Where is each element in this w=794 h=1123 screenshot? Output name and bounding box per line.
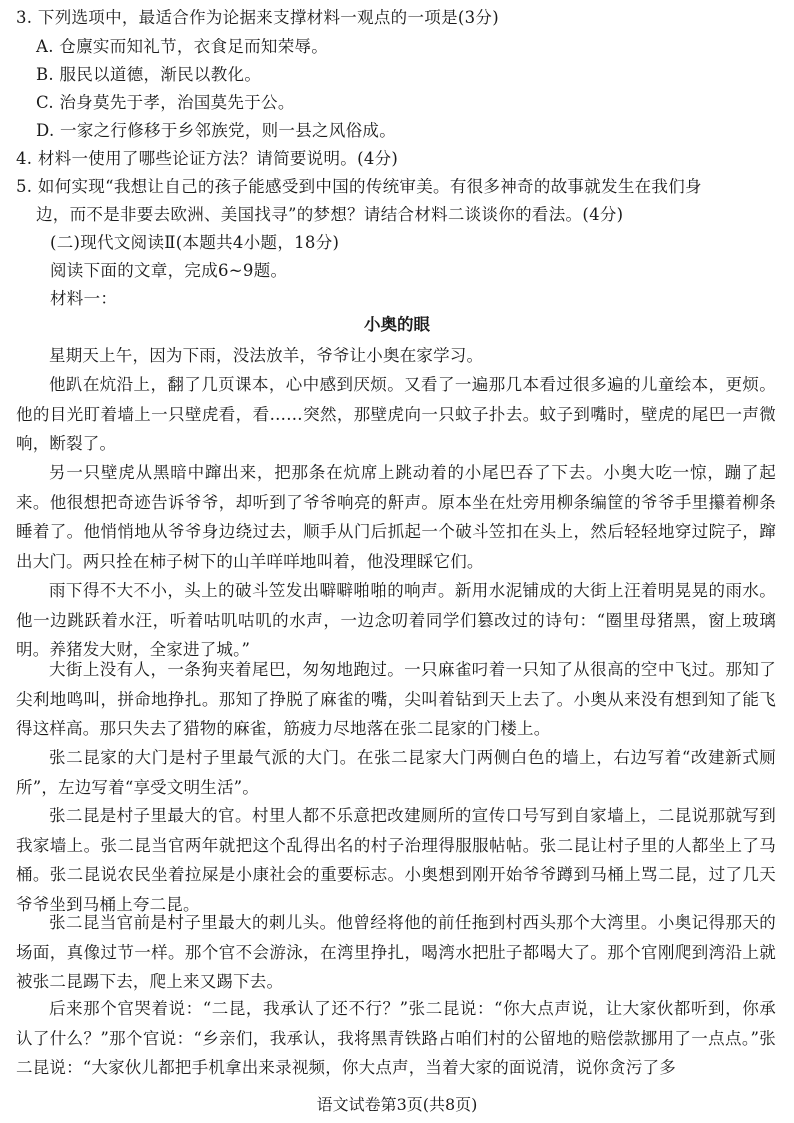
article-paragraph: 张二昆是村子里最大的官。村里人都不乐意把改建厕所的宣传口号写到自家墙上，二昆说那就写到我家墙上。张二昆当官两年就把这个乱得出名的村子治理得服服帖帖。张二昆让村子里的人都坐上了马桶。张二昆说农民坐着拉屎是小康社会的重要标志。小奥想到刚开始爷爷蹲到马桶上骂二昆，过了几天爷爷坐到马桶上夸二昆。	[16, 806, 776, 914]
article-paragraph: 张二昆当官前是村子里最大的刺儿头。他曾经将他的前任拖到村西头那个大湾里。小奥记得那天的场面，真像过节一样。那个官不会游泳，在湾里挣扎，喝湾水把肚子都喝大了。那个官刚爬到湾沿上就被张二昆踢下去，爬上来又踢下去。	[16, 913, 776, 991]
page-footer: 语文试卷第3页(共8页)	[316, 1095, 478, 1114]
question-3-option-b: B. 服民以道德，渐民以教化。	[36, 65, 262, 84]
question-3-stem: 3. 下列选项中，最适合作为论据来支撑材料一观点的一项是(3分)	[16, 8, 499, 27]
section-instruction: 阅读下面的文章，完成6~9题。	[50, 261, 288, 280]
article-paragraph: 雨下得不大不小，头上的破斗笠发出噼噼啪啪的响声。新用水泥铺成的大街上汪着明晃晃的雨水。他一边跳跃着水汪，听着咕叽咕叽的水声，一边念叨着同学们篡改过的诗句：“圈里母猪黑，窗上玻璃明。养猪发大财，全家进了城。”	[16, 581, 776, 659]
section-heading: (二)现代文阅读Ⅱ(本题共4小题，18分)	[50, 233, 340, 252]
material-label: 材料一：	[50, 289, 118, 308]
question-4: 4. 材料一使用了哪些论证方法？请简要说明。(4分)	[16, 149, 399, 168]
question-5-line-1: 5. 如何实现“我想让自己的孩子能感受到中国的传统审美。有很多神奇的故事就发生在我们身	[16, 177, 702, 196]
question-3-option-d: D. 一家之行修移于乡邻族党，则一县之风俗成。	[36, 121, 397, 140]
question-3-option-c: C. 治身莫先于孝，治国莫先于公。	[36, 93, 295, 112]
question-3-option-a: A. 仓廪实而知礼节，衣食足而知荣辱。	[36, 37, 329, 56]
article-paragraph: 张二昆家的大门是村子里最气派的大门。在张二昆家大门两侧白色的墙上，右边写着“改建新式厕所”，左边写着“享受文明生活”。	[16, 748, 776, 797]
article-paragraph: 后来那个官哭着说：“二昆，我承认了还不行？”张二昆说：“你大点声说，让大家伙都听到，你承认了什么？”那个官说：“乡亲们，我承认，我将黑青铁路占咱们村的公留地的赔偿款挪用了一点点。”张二昆说：“大家伙儿都把手机拿出来录视频，你大点声，当着大家的面说清，说你贪污了多	[16, 999, 776, 1077]
article-paragraph: 他趴在炕沿上，翻了几页课本，心中感到厌烦。又看了一遍那几本看过很多遍的儿童绘本，更烦。他的目光盯着墙上一只壁虎看，看……突然，那壁虎向一只蚊子扑去。蚊子到嘴时，壁虎的尾巴一声微响，断裂了。	[16, 375, 776, 453]
article-paragraph: 星期天上午，因为下雨，没法放羊，爷爷让小奥在家学习。	[49, 346, 484, 365]
article-paragraph: 大街上没有人，一条狗夹着尾巴，匆匆地跑过。一只麻雀叼着一只知了从很高的空中飞过。那知了尖利地鸣叫，拼命地挣扎。那知了挣脱了麻雀的嘴，尖叫着钻到天上去了。小奥从来没有想到知了能飞得这样高。那只失去了猎物的麻雀，筋疲力尽地落在张二昆家的门楼上。	[16, 660, 776, 738]
article-paragraph: 另一只壁虎从黑暗中蹿出来，把那条在炕席上跳动着的小尾巴吞了下去。小奥大吃一惊，蹦了起来。他很想把奇迹告诉爷爷，却听到了爷爷响亮的鼾声。原本坐在灶旁用柳条编筐的爷爷手里攥着柳条睡着了。他悄悄地从爷爷身边绕过去，顺手从门后抓起一个破斗笠扣在头上，然后轻轻地穿过院子，蹿出大门。两只拴在柿子树下的山羊咩咩地叫着，他没理睬它们。	[16, 463, 776, 571]
article-title: 小奥的眼	[364, 315, 430, 334]
question-5-line-2: 边，而不是非要去欧洲、美国找寻”的梦想？请结合材料二谈谈你的看法。(4分)	[36, 205, 624, 224]
